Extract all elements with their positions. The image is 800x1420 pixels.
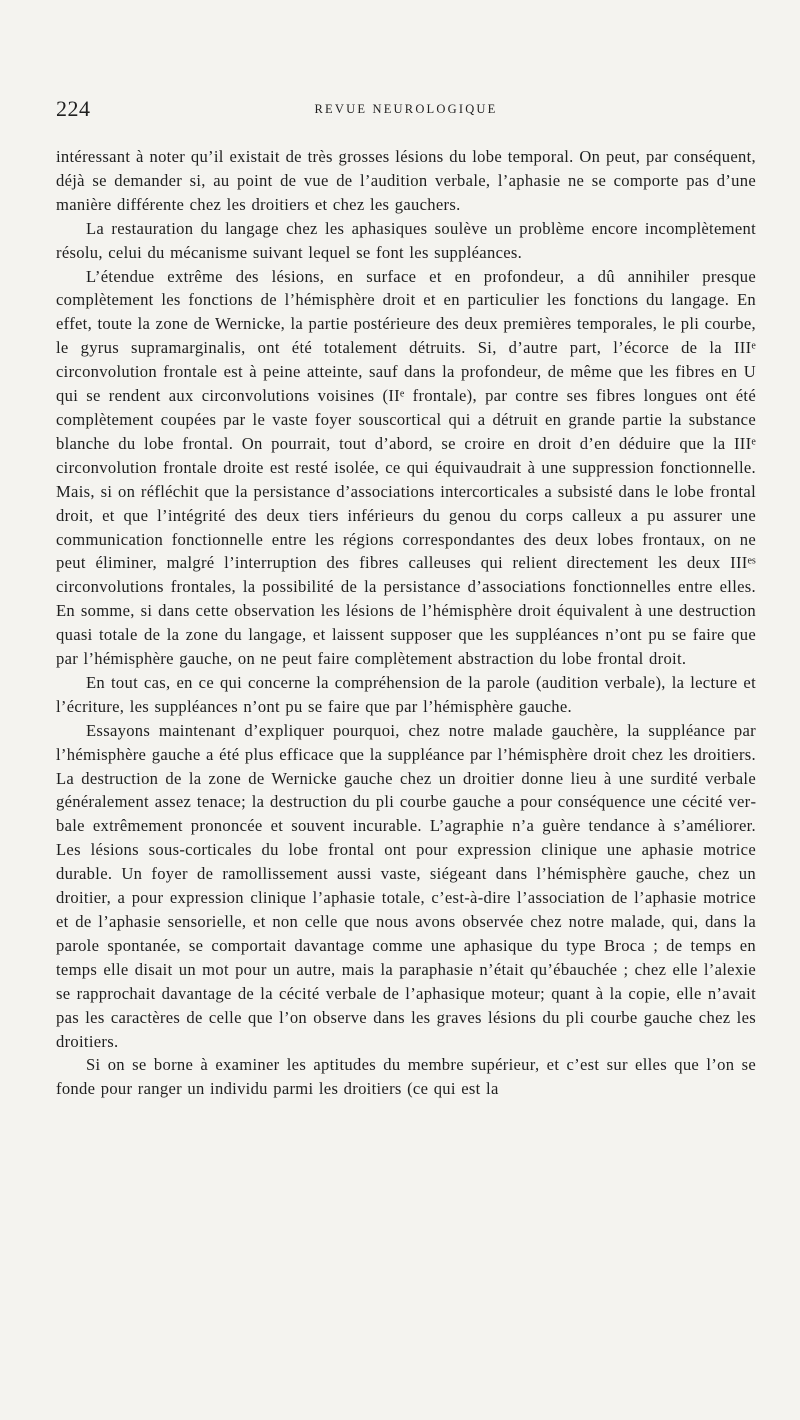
paragraph: L’étendue extrême des lésions, en surface et en profondeur, a dû annihiler presque complètement les fonctions de l’hémisphère droit et en particulier les fonctions du langage. En effet, toute la zone de Wernicke, la partie postérieure des deux premières temporales, le pli courbe, le gyrus supramarginalis, ont été totalement détruits. Si, d’autre part, l’écorce de la IIIᵉ circonvolution frontale est à peine atteinte, sauf dans la profondeur, de même que les fibres en U qui se rendent aux circonvolutions voisines (IIᵉ frontale), par contre ses fibres longues ont été complètement coupées par le vaste foyer souscortical qui a détruit en grande partie la substance blanche du lobe frontal. On pourrait, tout d’abord, se croire en droit d’en déduire que la IIIᵉ circonvolution frontale droite est resté isolée, ce qui équivaudrait à une suppression fonctionnelle. Mais, si on réfléchit que la persistance d’associations intercorticales a subsisté dans le lobe frontal droit, et que l’intégrité des deux tiers inférieurs du genou du corps calleux a pu assurer une communication fonctionnelle entre les régions correspondantes des deux lobes frontaux, on ne peut éliminer, malgré l’interruption des fibres calleuses qui relient directement les deux IIIᵉˢ circonvolutions frontales, la possibilité de la persistance d’associations fonctionnelles entre elles. En somme, si dans cette observation les lésions de l’hémisphère droit équivalent à une destruction quasi totale de la zone du langage, et laissent supposer que les suppléances n’ont pu se faire que par l’hémisphère gauche, on ne peut faire complètement abstraction du lobe frontal droit. bbox=[56, 266, 756, 669]
paragraph: En tout cas, en ce qui concerne la compréhension de la parole (audition verbale), la lecture et l’écriture, les suppléances n’ont pu se faire que par l’hémisphère gauche. bbox=[56, 672, 756, 716]
paragraph: Essayons maintenant d’expliquer pourquoi, chez notre malade gauchère, la suppléance par l’hémisphère gauche a été plus efficace que la suppléance par l’hémisphère droit chez les droitiers. La destruction de la zone de Wernicke gauche chez un droitier donne lieu à une surdité verbale généralement assez tenace; la destruction du pli courbe gauche a pour conséquence une cécité verbale extrêmement prononcée et souvent incurable. L’agraphie n’a guère tendance à s’améliorer. Les lésions sous-corticales du lobe frontal ont pour expression clinique une aphasie motrice durable. Un foyer de ramollissement aussi vaste, siégeant dans l’hémisphère gauche, chez un droitier, a pour expression clinique l’aphasie totale, c’est-à-dire l’association de l’aphasie motrice et de l’aphasie sensorielle, et non celle que nous avons observée chez notre malade, qui, dans la parole spontanée, se comportait davantage comme une aphasique du type Broca ; de temps en temps elle disait un mot pour un autre, mais la paraphasie n’était qu’ébauchée ; chez elle l’alexie se rapprochait davantage de la cécité verbale de l’aphasique moteur; quant à la copie, elle n’avait pas les caractères de celle que l’on observe dans les graves lésions du pli courbe gauche chez les droitiers. bbox=[56, 720, 756, 1051]
page-number: 224 bbox=[56, 96, 91, 121]
body-text bbox=[56, 145, 756, 1101]
running-title: REVUE NEUROLOGIQUE bbox=[314, 102, 498, 116]
page-header bbox=[56, 96, 756, 122]
paragraph: Si on se borne à examiner les aptitudes du membre supérieur, et c’est sur elles que l’on se fonde pour ranger un individu parmi les droitiers (ce qui est la bbox=[56, 1055, 756, 1099]
paragraph: La restauration du langage chez les aphasiques soulève un problème encore incomplètement résolu, celui du mécanisme suivant lequel se font les suppléances. bbox=[56, 218, 756, 262]
paragraph: intéressant à noter qu’il existait de très grosses lésions du lobe temporal. On peut, par conséquent, déjà se demander si, au point de vue de l’audition verbale, l’aphasie ne se comporte pas d’une manière différente chez les droitiers et chez les gauchers. bbox=[56, 147, 756, 214]
